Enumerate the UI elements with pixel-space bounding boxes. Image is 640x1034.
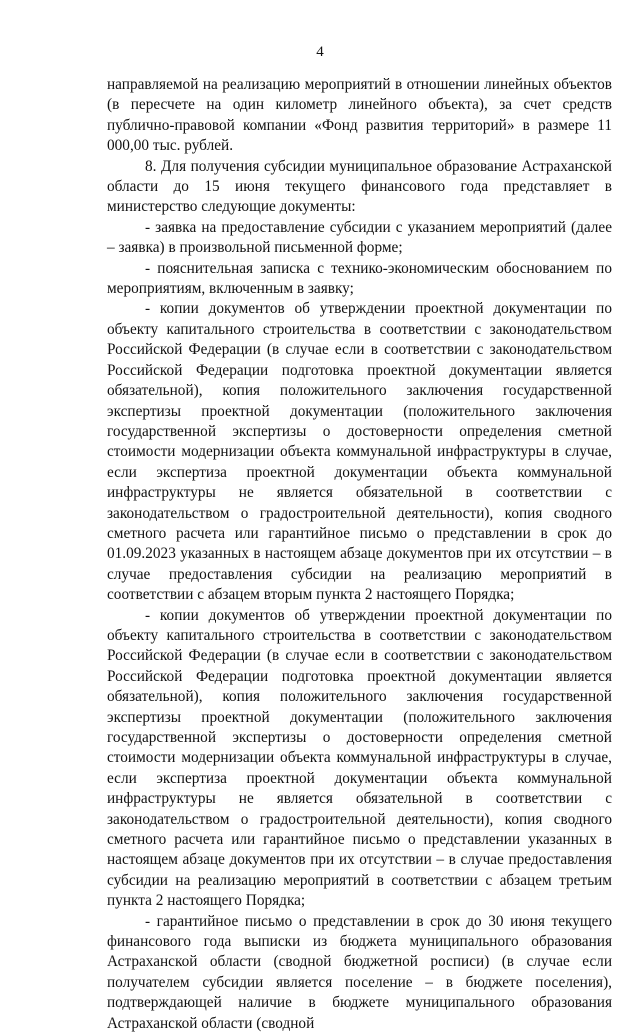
paragraph-continuation: направляемой на реализацию мероприятий в отношении линейных объектов (в пересчете на один километр линейного объекта), за счет средств публично-правовой компании «Фонд развития территорий» в размере 11 000,00 тыс. рублей. <box>107 76 612 155</box>
paragraph-application: - заявка на предоставление субсидии с указанием мероприятий (далее – заявка) в произвольной письменной форме; <box>107 218 612 257</box>
paragraph-guarantee-letter: - гарантийное письмо о представлении в срок до 30 июня текущего финансового года выписки из бюджета муниципального образования Астраханской области (сводной бюджетной росписи) (в случае если получателем субсидии является поселение – в бюджете поселения), подтверждающей наличие в бюджете муниципального образования Астраханской области (сводной <box>107 912 612 1032</box>
paragraph-explanatory-note: - пояснительная записка с технико-экономическим обоснованием по мероприятиям, включенным в заявку; <box>107 259 612 298</box>
paragraph-item-8: 8. Для получения субсидии муниципальное образование Астраханской области до 15 июня текущего финансового года представляет в министерство следующие документы: <box>107 157 612 216</box>
paragraph-project-docs-1: - копии документов об утверждении проектной документации по объекту капитального строительства в соответствии с законодательством Российской Федерации (в случае если в соответствии с законодательством Российской Федерации подготовка проектной документации является обязательной), копия положительного заключения государственной экспертизы проектной документации (положительного заключения государственной экспертизы о достоверности определения сметной стоимости модернизации объекта коммунальной инфраструктуры в случае, если экспертиза проектной документации объекта коммунальной инфраструктуры не является обязательной в соответствии с законодательством о градостроительной деятельности), копия сводного сметного расчета или гарантийное письмо о представлении в срок до 01.09.2023 указанных в настоящем абзаце документов при их отсутствии – в случае предоставления субсидии на реализацию мероприятий в соответствии с абзацем вторым пункта 2 настоящего Порядка; <box>107 300 612 604</box>
paragraph-project-docs-2: - копии документов об утверждении проектной документации по объекту капитального строительства в соответствии с законодательством Российской Федерации (в случае если в соответствии с законодательством Российской Федерации подготовка проектной документации является обязательной), копия положительного заключения государственной экспертизы проектной документации (положительного заключения государственной экспертизы о достоверности определения сметной стоимости модернизации объекта коммунальной инфраструктуры в случае, если экспертиза проектной документации объекта коммунальной инфраструктуры не является обязательной в соответствии с законодательством о градостроительной деятельности), копия сводного сметного расчета или гарантийное письмо о представлении указанных в настоящем абзаце документов при их отсутствии – в случае предоставления субсидии на реализацию мероприятий в соответствии с абзацем третьим пункта 2 настоящего Порядка; <box>107 606 612 910</box>
page-number: 4 <box>316 44 324 60</box>
document-body <box>107 75 612 1034</box>
